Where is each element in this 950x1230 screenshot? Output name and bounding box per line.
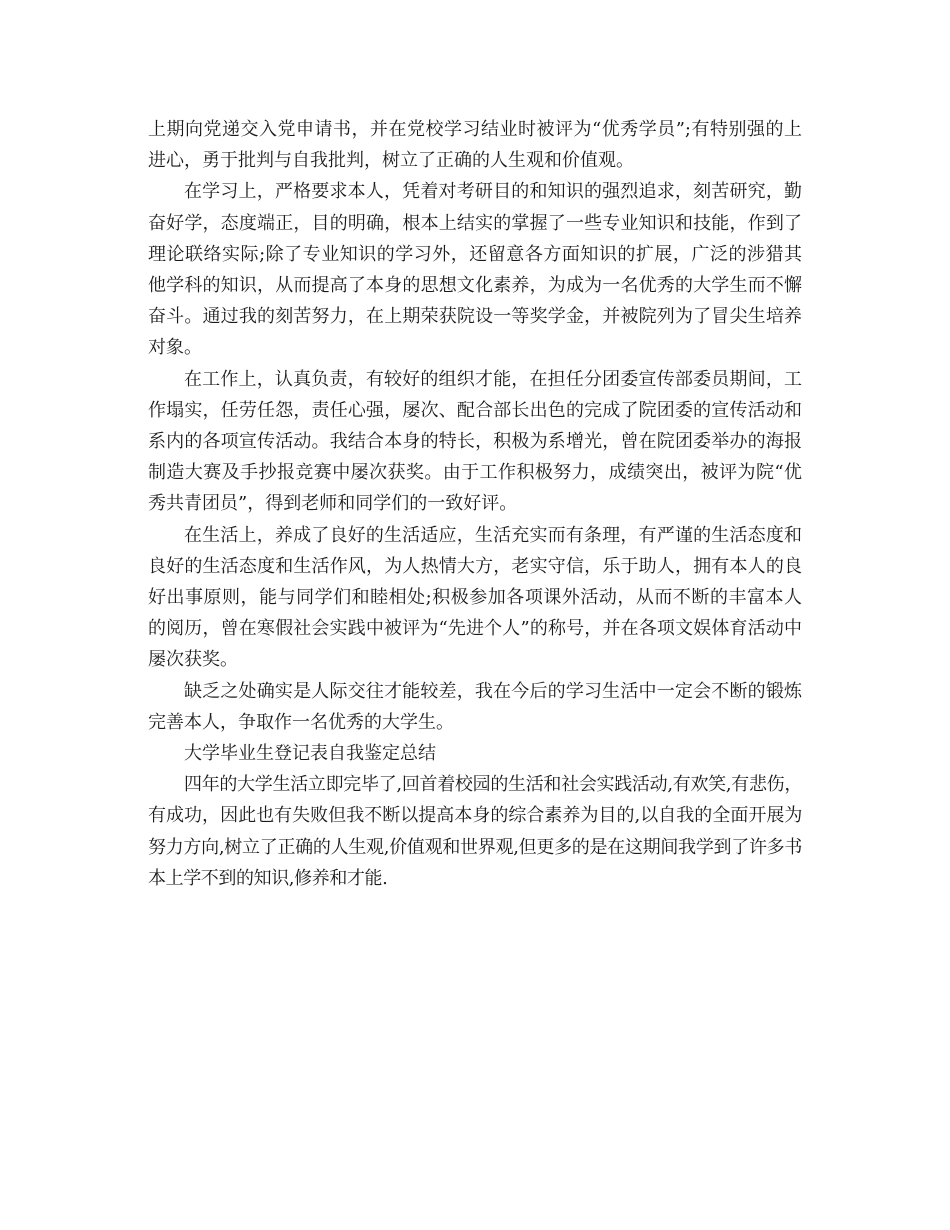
document-body: [148, 114, 802, 894]
paragraph-life: 在生活上，养成了良好的生活适应，生活充实而有条理，有严谨的生活态度和良好的生活态度和生活作风，为人热情大方，老实守信，乐于助人，拥有本人的良好出事原则，能与同学们和睦相处;积极参加各项课外活动，从而不断的丰富本人的阅历，曾在寒假社会实践中被评为“先进个人”的称号，并在各项文娱体育活动中屡次获奖。: [148, 524, 802, 671]
paragraph-work: 在工作上，认真负责，有较好的组织才能，在担任分团委宣传部委员期间，工作塌实，任劳任怨，责任心强，屡次、配合部长出色的完成了院团委的宣传活动和系内的各项宣传活动。我结合本身的特长，积极为系增光，曾在院团委举办的海报制造大赛及手抄报竞赛中屡次获奖。由于工作积极努力，成绩突出，被评为院“优秀共青团员”，得到老师和同学们的一致好评。: [148, 368, 802, 515]
section-heading: 大学毕业生登记表自我鉴定总结: [184, 743, 436, 765]
paragraph-shortcomings: 缺乏之处确实是人际交往才能较差，我在今后的学习生活中一定会不断的锻炼完善本人，争取作一名优秀的大学生。: [148, 680, 802, 733]
paragraph-study: 在学习上，严格要求本人，凭着对考研目的和知识的强烈追求，刻苦研究，勤奋好学，态度端正，目的明确，根本上结实的掌握了一些专业知识和技能，作到了理论联络实际;除了专业知识的学习外，还留意各方面知识的扩展，广泛的涉猎其他学科的知识，从而提高了本身的思想文化素养，为成为一名优秀的大学生而不懈奋斗。通过我的刻苦努力，在上期荣获院设一等奖学金，并被院列为了冒尖生培养对象。: [148, 181, 802, 359]
paragraph-summary: 四年的大学生活立即完毕了,回首着校园的生活和社会实践活动,有欢笑,有悲伤，有成功，因此也有失败但我不断以提高本身的综合素养为目的,以自我的全面开展为努力方向,树立了正确的人生观,价值观和世界观,但更多的是在这期间我学到了许多书本上学不到的知识,修养和才能.: [148, 774, 802, 889]
paragraph-party-application: 上期向党递交入党申请书，并在党校学习结业时被评为“优秀学员”;有特别强的上进心，勇于批判与自我批判，树立了正确的人生观和价值观。: [148, 119, 802, 172]
